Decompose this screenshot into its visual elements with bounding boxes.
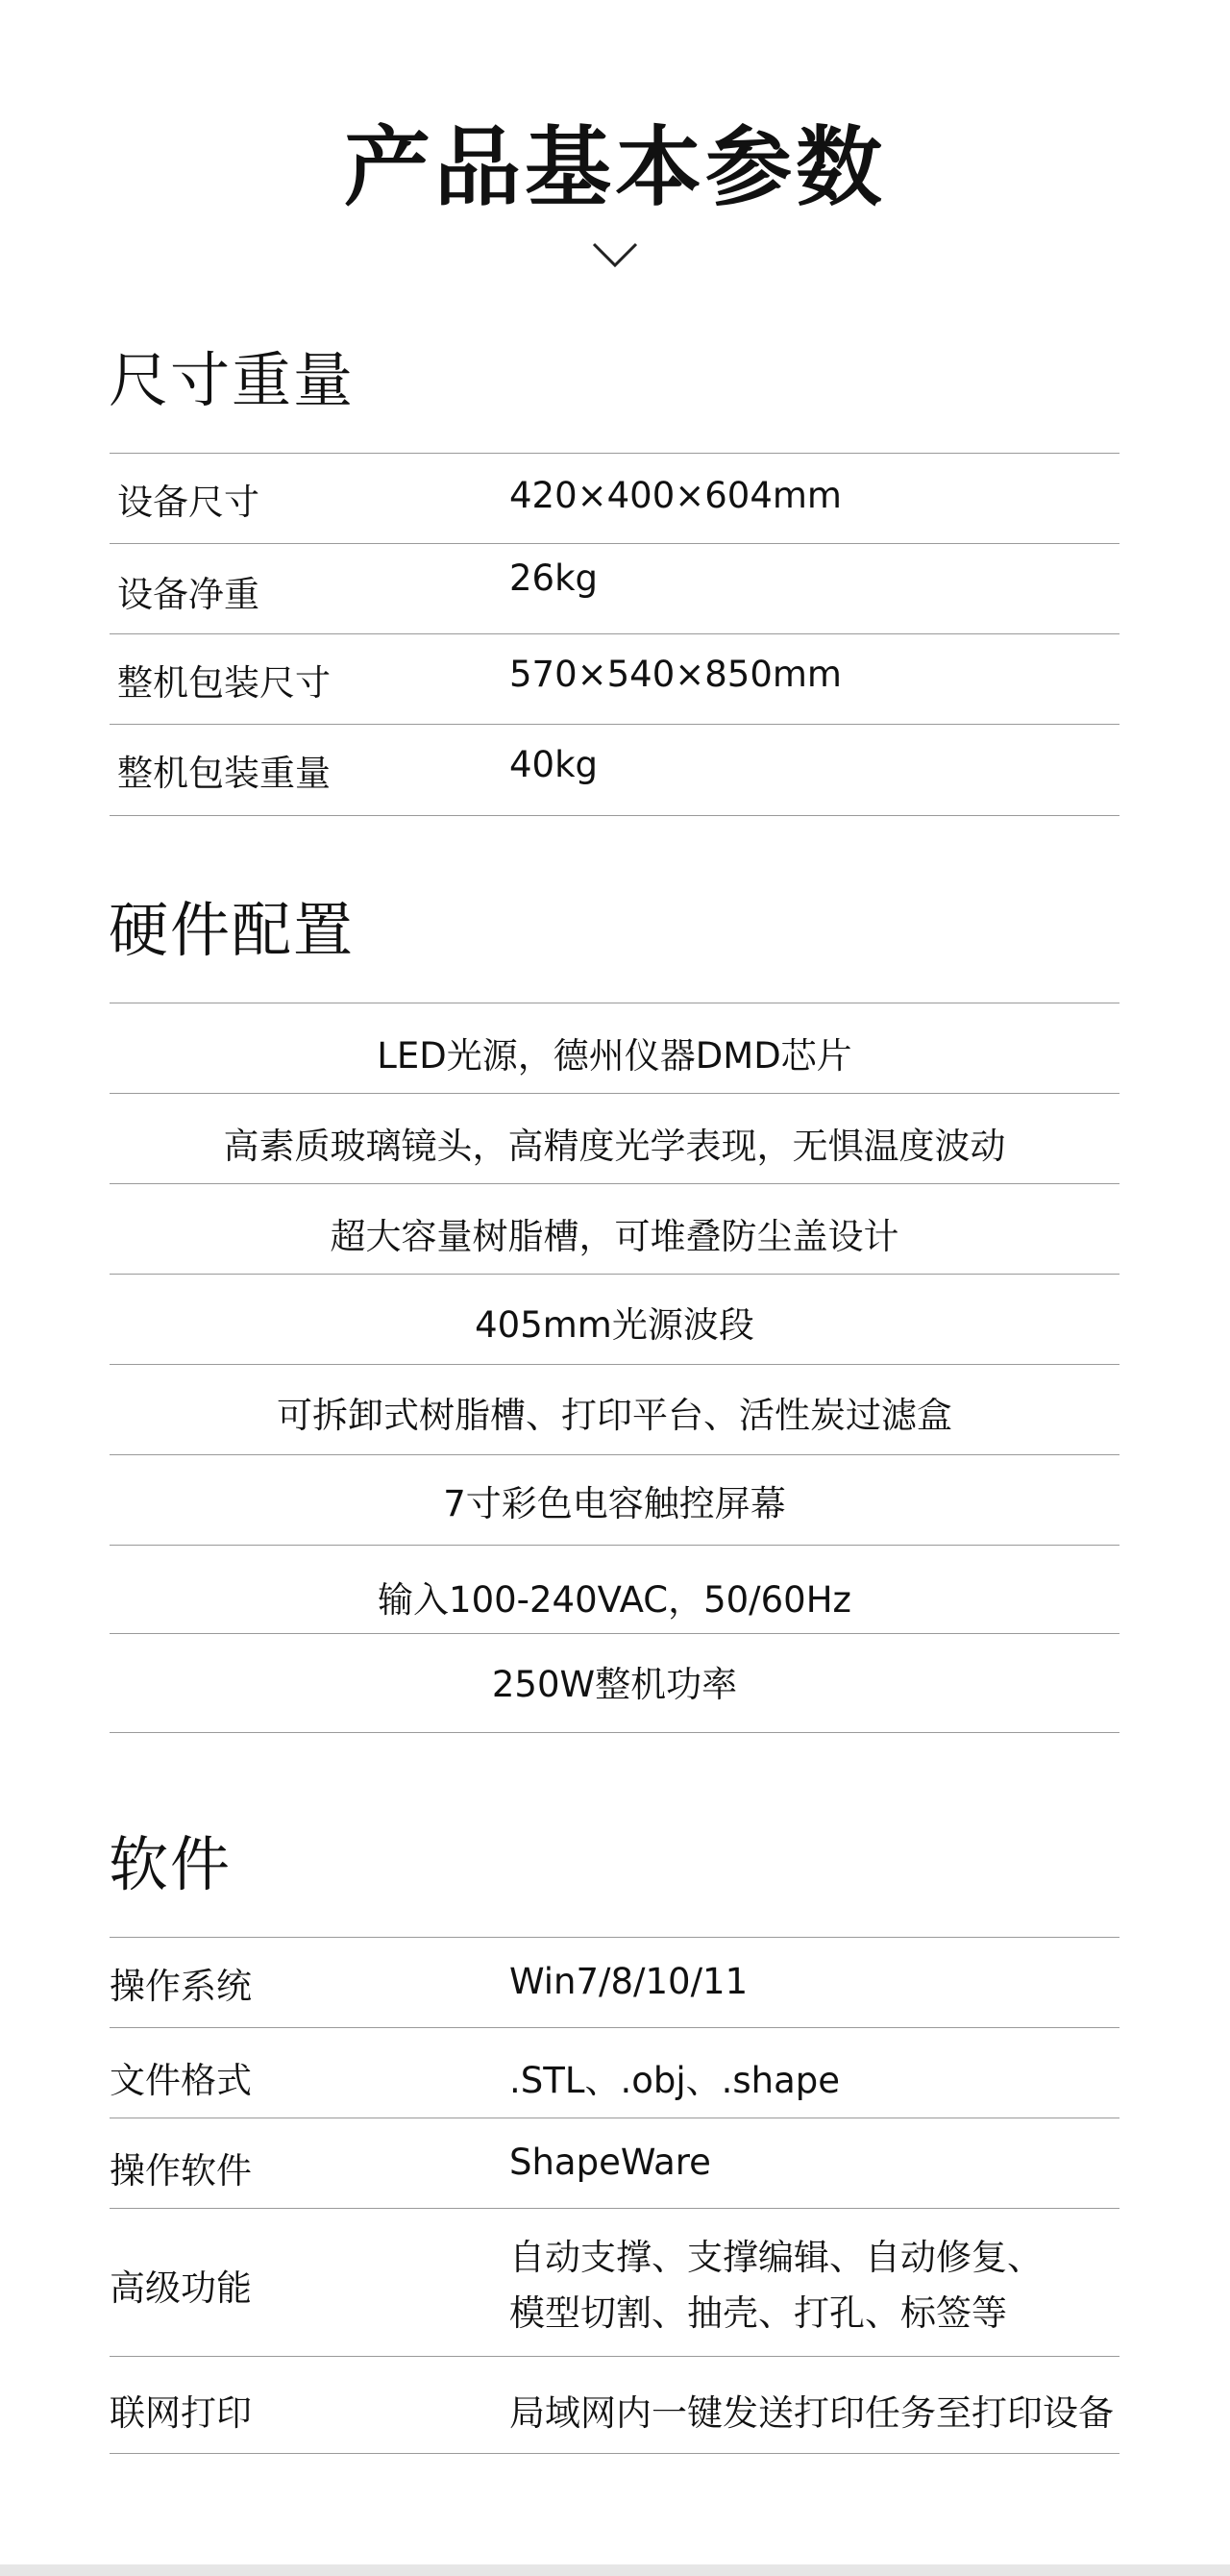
row-value: 420×400×604mm (509, 475, 842, 516)
row-value-line-1: 自动支撑、支撑编辑、自动修复、 (509, 2237, 1043, 2278)
table-row (110, 2356, 1119, 2454)
table-row (110, 1633, 1119, 1733)
table-row (110, 1093, 1119, 1183)
row-label: 设备净重 (117, 574, 259, 615)
row-label: 操作软件 (110, 2150, 252, 2192)
size-weight-table (110, 453, 1119, 816)
row-value: ShapeWare (509, 2142, 711, 2183)
row-text: 可拆卸式树脂槽、打印平台、活性炭过滤盒 (277, 1395, 952, 1436)
row-label: 联网打印 (110, 2392, 252, 2434)
table-row (110, 1545, 1119, 1633)
hardware-table (110, 1003, 1119, 1733)
section-title-software: 软件 (109, 1829, 233, 1899)
row-text: 405mm光源波段 (475, 1304, 754, 1346)
section-title-hardware: 硬件配置 (109, 895, 356, 965)
row-text: 7寸彩色电容触控屏幕 (443, 1483, 786, 1524)
table-row (110, 1274, 1119, 1364)
row-value: .STL、.obj、.shape (509, 2060, 841, 2101)
table-row (110, 2027, 1119, 2118)
software-table (110, 1937, 1119, 2454)
page-title: 产品基本参数 (344, 117, 886, 218)
row-value: 40kg (509, 744, 598, 785)
row-value: 570×540×850mm (509, 654, 842, 695)
row-value: 26kg (509, 557, 598, 599)
chevron-down-icon (592, 240, 638, 269)
row-text: 超大容量树脂槽，可堆叠防尘盖设计 (330, 1216, 899, 1257)
row-label: 文件格式 (110, 2060, 252, 2101)
table-row (110, 453, 1119, 543)
row-label: 整机包装尺寸 (117, 662, 331, 704)
table-row (110, 1003, 1119, 1093)
row-value: 局域网内一键发送打印任务至打印设备 (509, 2392, 1114, 2434)
row-text: 输入100-240VAC，50/60Hz (378, 1579, 851, 1621)
row-text: 250W整机功率 (491, 1664, 738, 1705)
bottom-divider (0, 2564, 1230, 2576)
row-text: 高素质玻璃镜头，高精度光学表现，无惧温度波动 (223, 1126, 1006, 1167)
row-label: 整机包装重量 (117, 753, 331, 794)
table-row (110, 2208, 1119, 2356)
table-row (110, 1937, 1119, 2027)
section-title-size-weight: 尺寸重量 (109, 345, 356, 415)
table-row (110, 1364, 1119, 1454)
row-text: LED光源，德州仪器DMD芯片 (377, 1035, 852, 1077)
row-label: 设备尺寸 (117, 482, 259, 523)
table-row (110, 2118, 1119, 2208)
table-row (110, 1183, 1119, 1274)
table-row (110, 724, 1119, 816)
row-label: 操作系统 (110, 1966, 252, 2007)
table-row (110, 1454, 1119, 1545)
table-row (110, 633, 1119, 724)
row-label: 高级功能 (110, 2267, 252, 2309)
row-value-line-2: 模型切割、抽壳、打孔、标签等 (509, 2292, 1007, 2334)
row-value: Win7/8/10/11 (509, 1961, 749, 2002)
table-row (110, 543, 1119, 633)
